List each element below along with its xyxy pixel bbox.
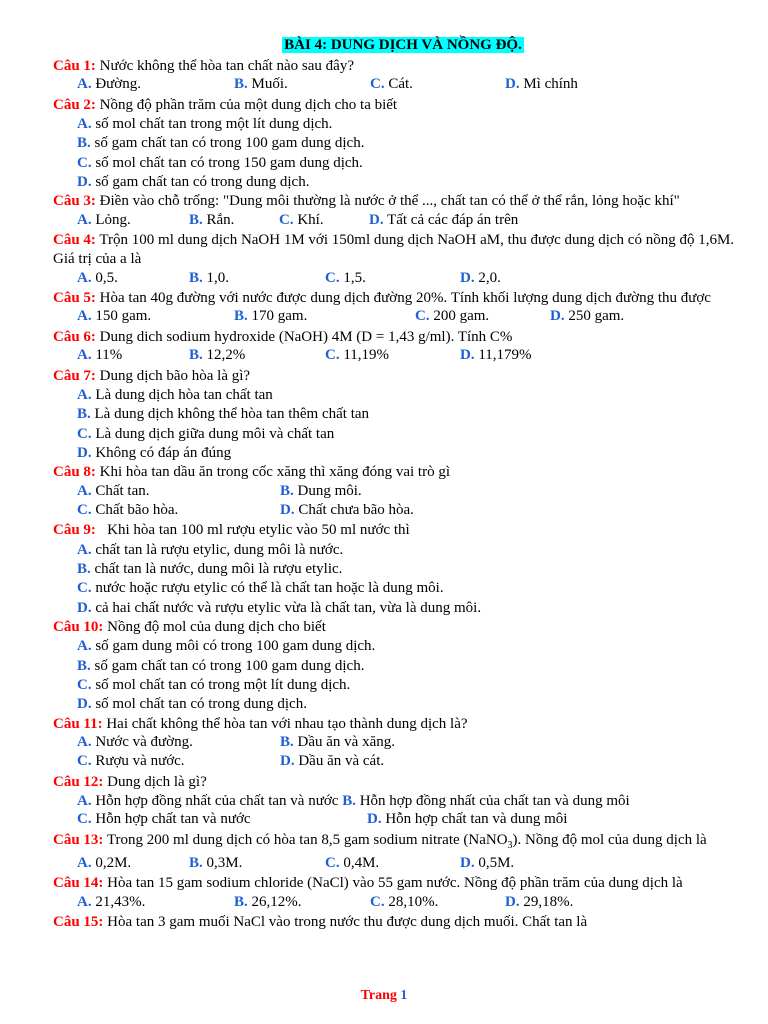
page-number: 1 <box>400 988 408 1003</box>
options-row <box>53 212 753 231</box>
option-c: C. Rượu và nước. <box>77 753 185 770</box>
option-b: B. Dầu ăn và xăng. <box>280 734 395 751</box>
option-c: C. số mol chất tan có trong 150 gam dung dịch. <box>77 154 363 171</box>
options-row <box>53 855 753 874</box>
question-text: Nồng độ mol của dung dịch cho biết <box>103 618 326 635</box>
page-footer <box>0 988 768 1004</box>
option-d: D. 250 gam. <box>550 308 625 325</box>
option-b: B. Hỗn hợp đồng nhất của chất tan và dung môi <box>342 793 630 810</box>
option-a: A. 11% <box>77 347 123 364</box>
option-d: D. Không có đáp án đúng <box>77 444 232 461</box>
question-label: Câu 1: <box>53 58 96 74</box>
option-c: C. 0,4M. <box>325 855 380 872</box>
option-c: C. nước hoặc rượu etylic có thể là chất tan hoặc là dung môi. <box>77 580 444 597</box>
option-c: C. 11,19% <box>325 347 390 364</box>
question-label: Câu 7: <box>53 367 96 384</box>
question-10 <box>53 618 753 637</box>
option-b: B. số gam chất tan có trong 100 gam dung dịch. <box>77 657 365 674</box>
option-b: B. 26,12%. <box>234 893 302 910</box>
option-a: A. Đường. <box>77 76 141 93</box>
options-row <box>53 753 753 772</box>
question-label: Câu 11: <box>53 715 103 732</box>
subscript: 3 <box>507 839 513 851</box>
option-c: C. Cát. <box>370 76 413 93</box>
question-text: Dung dịch là gì? <box>103 773 207 790</box>
question-label: Câu 6: <box>53 328 96 345</box>
question-text: Hòa tan 15 gam sodium chloride (NaCl) vào 55 gam nước. Nồng độ phần trăm của dung dịch là <box>103 875 683 892</box>
question-5 <box>53 289 753 308</box>
option-a: A. 150 gam. <box>77 308 152 325</box>
option-a: A. số gam dung môi có trong 100 gam dung dịch. <box>77 638 376 655</box>
question-text: Hòa tan 3 gam muối NaCl vào trong nước thu được dung dịch muối. Chất tan là <box>103 914 588 931</box>
question-label: Câu 9: <box>53 522 96 539</box>
option-d: D. Mì chính <box>505 76 578 93</box>
option-d: D. Tất cả các đáp án trên <box>369 211 519 228</box>
question-text: Dung dịch bão hòa là gì? <box>95 367 251 384</box>
option-b: B. Rắn. <box>189 211 235 228</box>
question-label: Câu 3: <box>53 193 96 210</box>
document-page <box>53 36 753 932</box>
option-b: B. chất tan là nước, dung môi là rượu etylic. <box>77 560 343 577</box>
options-row <box>53 502 753 521</box>
options-row <box>53 76 753 95</box>
options-row <box>53 894 753 913</box>
option-a: A. số mol chất tan trong một lít dung dịch. <box>77 116 333 133</box>
question-8 <box>53 463 753 482</box>
option-b: B. 170 gam. <box>234 308 308 325</box>
option-c: C. 28,10%. <box>370 893 439 910</box>
question-label: Câu 13: <box>53 831 104 848</box>
options-row <box>53 347 753 366</box>
question-label: Câu 4: <box>53 232 96 249</box>
question-text: Hòa tan 40g đường với nước được dung dịch đường 20%. Tính khối lượng dung dịch đường thu được <box>95 290 711 307</box>
question-label: Câu 15: <box>53 914 104 931</box>
option-d: D. cả hai chất nước và rượu etylic vừa là chất tan, vừa là dung môi. <box>77 599 482 616</box>
option-d: D. số mol chất tan có trong dung dịch. <box>77 696 307 713</box>
question-text: Dung dich sodium hydroxide (NaOH) 4M (D = 1,43 g/ml). Tính C% <box>95 328 513 345</box>
option-c: C. Hỗn hợp chất tan và nước <box>77 811 251 828</box>
question-2 <box>53 96 753 115</box>
footer-label: Trang <box>360 988 397 1003</box>
option-c: C. 200 gam. <box>415 308 490 325</box>
option-c: C. 1,5. <box>325 269 366 286</box>
page-title: BÀI 4: DUNG DỊCH VÀ NỒNG ĐỘ. <box>284 37 522 53</box>
option-d: D. 0,5M. <box>460 855 515 872</box>
option-a: A. 21,43%. <box>77 893 146 910</box>
question-3 <box>53 192 753 211</box>
question-14 <box>53 874 753 893</box>
question-text: Nồng độ phần trăm của một dung dịch cho ta biết <box>95 96 398 113</box>
question-label: Câu 12: <box>53 773 104 790</box>
option-b: B. 0,3M. <box>189 855 243 872</box>
question-11 <box>53 715 753 734</box>
question-text: Hai chất không thể hòa tan với nhau tạo thành dung dịch là? <box>102 715 468 732</box>
question-13 <box>53 831 753 855</box>
option-a: A. Hỗn hợp đồng nhất của chất tan và nước <box>77 793 343 810</box>
question-9 <box>53 521 753 540</box>
question-text: Khi hòa tan 100 ml rượu etylic vào 50 ml nước thì <box>95 522 410 539</box>
option-c: C. Khí. <box>279 211 324 228</box>
question-12 <box>53 773 753 792</box>
options-row <box>53 734 753 753</box>
option-d: D. 29,18%. <box>505 893 574 910</box>
option-c: C. Chất bão hòa. <box>77 501 179 518</box>
options-row <box>53 308 753 327</box>
option-a: A. Lỏng. <box>77 211 131 228</box>
option-a: A. 0,2M. <box>77 855 132 872</box>
question-7 <box>53 367 753 386</box>
option-b: B. 12,2% <box>189 347 246 364</box>
options-row <box>53 483 753 502</box>
options-row <box>53 811 753 830</box>
option-d: D. Hỗn hợp chất tan và dung môi <box>367 811 568 828</box>
question-label: Câu 10: <box>53 618 104 635</box>
question-text: Khi hòa tan dầu ăn trong cốc xăng thì xăng đóng vai trò gì <box>95 464 451 481</box>
option-b: B. 1,0. <box>189 269 230 286</box>
option-a: A. Nước và đường. <box>77 734 193 751</box>
question-label: Câu 14: <box>53 875 104 892</box>
question-1 <box>53 57 753 76</box>
question-text: Trong 200 ml dung dịch có hòa tan 8,5 gam sodium nitrate (NaNO <box>103 831 508 848</box>
options-row <box>53 792 753 811</box>
question-15 <box>53 913 753 932</box>
option-b: B. số gam chất tan có trong 100 gam dung dịch. <box>77 135 365 152</box>
option-d: D. Dầu ăn và cát. <box>280 753 385 770</box>
options-row <box>53 270 753 289</box>
option-a: A. 0,5. <box>77 269 118 286</box>
question-text-continued: ). Nồng độ mol của dung dịch là <box>512 831 707 848</box>
question-label: Câu 8: <box>53 464 96 481</box>
question-label: Câu 2: <box>53 96 96 113</box>
option-d: D. 11,179% <box>460 347 532 364</box>
question-text: Trộn 100 ml dung dịch NaOH 1M với 150ml dung dịch NaOH aM, thu được dung dịch có nồng độ 1,6M. Giá trị của a là <box>53 232 735 268</box>
option-c: C. Là dung dịch giữa dung môi và chất tan <box>77 425 335 442</box>
option-d: D. số gam chất tan có trong dung dịch. <box>77 174 310 191</box>
option-a: A. chất tan là rượu etylic, dung môi là nước. <box>77 541 344 558</box>
question-4 <box>53 231 753 270</box>
question-label: Câu 5: <box>53 290 96 307</box>
question-6 <box>53 328 753 347</box>
option-c: C. số mol chất tan có trong một lít dung dịch. <box>77 677 351 693</box>
title-row <box>53 36 753 57</box>
option-a: A. Là dung dịch hòa tan chất tan <box>77 386 273 403</box>
question-text: Nước không thể hòa tan chất nào sau đây? <box>95 58 354 74</box>
option-a: A. Chất tan. <box>77 482 150 499</box>
option-b: B. Là dung dịch không thể hòa tan thêm chất tan <box>77 406 370 423</box>
question-text: Điền vào chỗ trống: "Dung môi thường là nước ở thể ..., chất tan có thể ở thể rắn, lỏng hoặc khí" <box>95 193 680 210</box>
option-d: D. Chất chưa bão hòa. <box>280 501 414 518</box>
option-d: D. 2,0. <box>460 269 501 286</box>
option-b: B. Muối. <box>234 76 288 93</box>
option-b: B. Dung môi. <box>280 482 362 499</box>
